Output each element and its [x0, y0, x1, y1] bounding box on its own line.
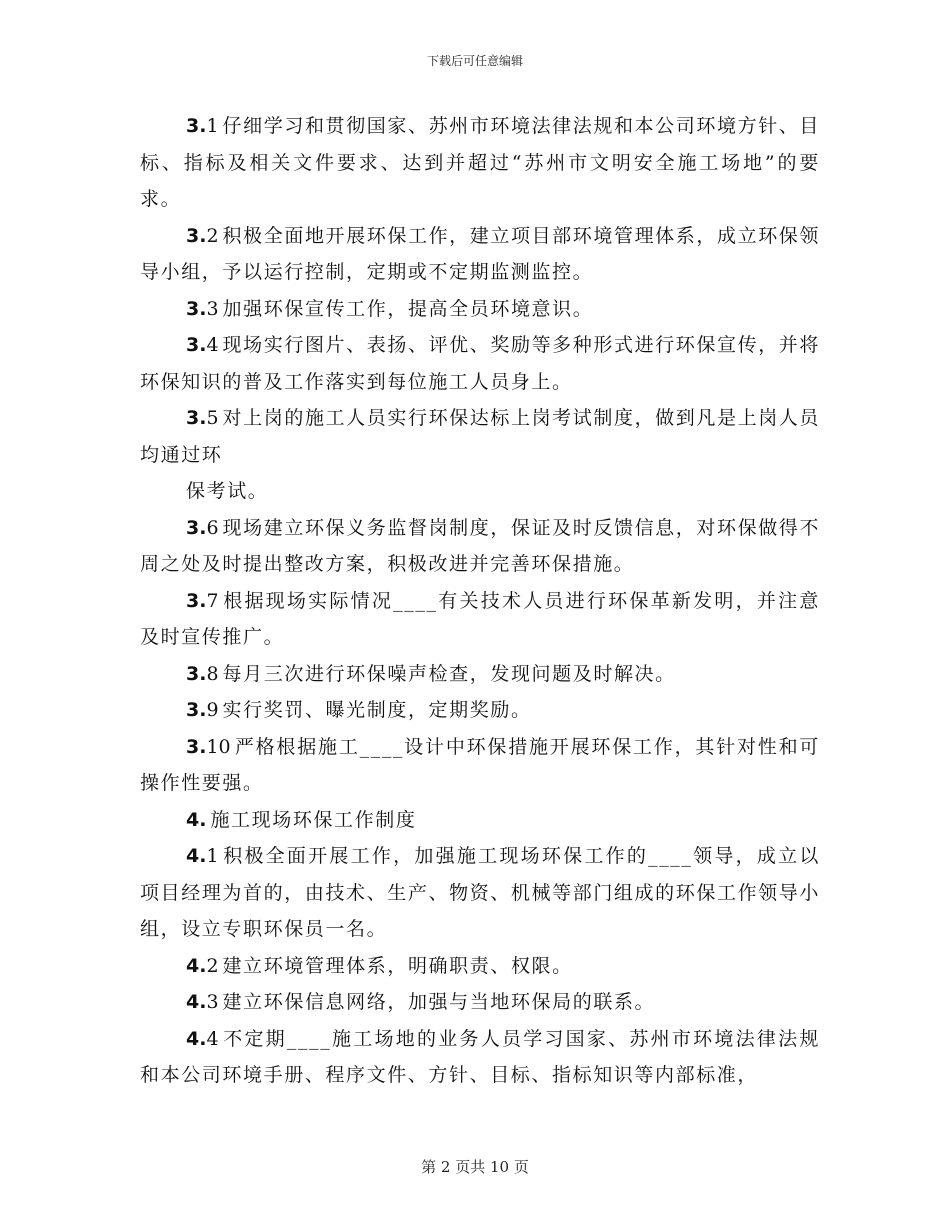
paragraph-3-8: 3.8 每月三次进行环保噪声检查，发现问题及时解决。 — [186, 662, 676, 685]
paragraph-3-1: 3.1 仔细学习和贯彻国家、苏州市环境法律法规和本公司环境方针、目标、指标及相关文件要求、达到并超过“苏州市文明安全施工场地”的要求。 — [140, 115, 820, 210]
section-number: 4.4 — [186, 1027, 219, 1050]
section-number: 3.3 — [186, 297, 219, 320]
paragraph-3-6: 3.6 现场建立环保义务监督岗制度，保证及时反馈信息，对环保做得不周之处及时提出整改方案，积极改进并完善环保措施。 — [140, 516, 820, 575]
paragraph-3-5: 3.5 对上岗的施工人员实行环保达标上岗考试制度，做到凡是上岗人员均通过环 — [140, 407, 820, 466]
paragraph-4-2: 4.2 建立环境管理体系，明确职责、权限。 — [186, 954, 573, 977]
paragraph-3-2: 3.2 积极全面地开展环保工作，建立项目部环境管理体系，成立环保领导小组，予以运行控制，定期或不定期监测监控。 — [140, 224, 820, 283]
paragraph-3-10: 3.10 严格根据施工____设计中环保措施开展环保工作，其针对性和可操作性要强。 — [140, 735, 820, 794]
paragraph-3-3: 3.3 加强环保宣传工作，提高全员环境意识。 — [186, 297, 594, 320]
document-body — [140, 108, 820, 1094]
section-number: 4.3 — [186, 991, 219, 1013]
section-number: 4.2 — [186, 954, 219, 977]
paragraph-3-7: 3.7 根据现场实际情况____有关技术人员进行环保革新发明，并注意及时宣传推广。 — [140, 589, 820, 648]
section-number: 3.1 — [186, 115, 219, 137]
section-number: 3.8 — [186, 662, 219, 685]
section-number: 4. — [186, 808, 207, 831]
section-number: 3.7 — [186, 589, 219, 612]
page-header: 下载后可任意编辑 — [426, 54, 523, 68]
paragraph-4-1: 4.1 积极全面开展工作，加强施工现场环保工作的____领导，成立以项目经理为首的，由技术、生产、物资、机械等部门组成的环保工作领导小组，设立专职环保员一名。 — [140, 845, 820, 940]
section-number: 3.5 — [186, 407, 219, 429]
paragraph-4-4: 4.4 不定期____施工场地的业务人员学习国家、苏州市环境法律法规和本公司环境手册、程序文件、方针、目标、指标知识等内部标准， — [140, 1027, 820, 1086]
section-number: 3.6 — [186, 516, 219, 539]
paragraph-4-3: 4.3 建立环保信息网络，加强与当地环保局的联系。 — [186, 991, 656, 1013]
page-footer: 第 2 页共 10 页 — [421, 1158, 529, 1176]
section-heading-4: 4. 施工现场环保工作制度 — [186, 808, 417, 831]
paragraph-3-5-continuation: 保考试。 — [186, 480, 269, 502]
section-number: 4.1 — [186, 845, 219, 867]
section-number: 3.4 — [186, 334, 219, 356]
section-number: 3.10 — [186, 735, 231, 758]
paragraph-3-4: 3.4 现场实行图片、表扬、评优、奖励等多种形式进行环保宣传，并将环保知识的普及工作落实到每位施工人员身上。 — [140, 334, 820, 393]
paragraph-3-9: 3.9 实行奖罚、曝光制度，定期奖励。 — [186, 699, 532, 721]
section-number: 3.2 — [186, 224, 219, 247]
section-number: 3.9 — [186, 699, 219, 721]
